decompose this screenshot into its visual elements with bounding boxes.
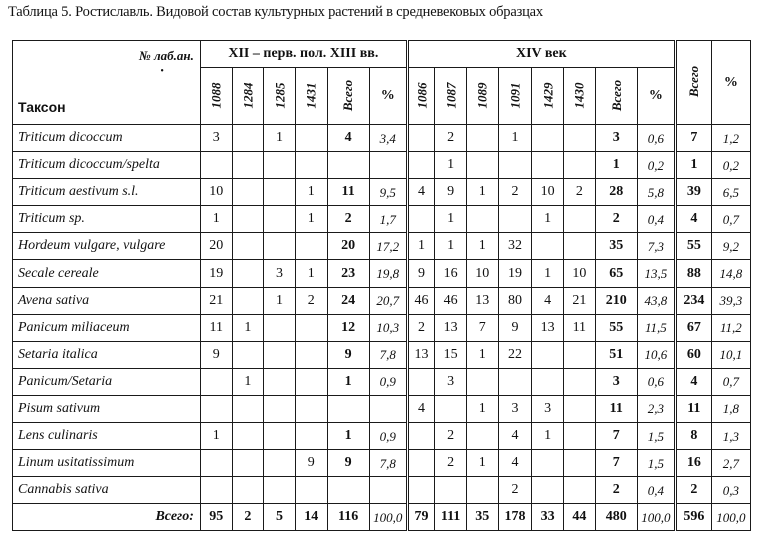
count-cell: 23 xyxy=(327,260,369,287)
count-cell xyxy=(264,395,296,422)
count-cell: 21 xyxy=(200,287,232,314)
count-cell: 11 xyxy=(595,395,637,422)
pct-cell xyxy=(369,395,407,422)
column-header-sample: 1087 xyxy=(435,68,467,125)
count-cell xyxy=(435,395,467,422)
table-row xyxy=(13,206,751,233)
count-cell: 13 xyxy=(532,314,564,341)
pct-cell: 3,4 xyxy=(369,125,407,152)
grand-pct-cell: 1,8 xyxy=(711,395,750,422)
count-cell: 13 xyxy=(466,287,498,314)
count-cell: 1 xyxy=(595,152,637,179)
grand-total-cell: 2 xyxy=(675,477,711,504)
count-cell xyxy=(407,368,434,395)
column-header-sample: 1431 xyxy=(295,68,327,125)
total-cell: 5 xyxy=(264,504,296,531)
count-cell xyxy=(295,423,327,450)
count-cell: 80 xyxy=(498,287,532,314)
count-cell: 2 xyxy=(407,314,434,341)
header-dot: • xyxy=(160,66,164,77)
total-cell: 14 xyxy=(295,504,327,531)
grand-total-cell: 234 xyxy=(675,287,711,314)
table-row xyxy=(13,341,751,368)
count-cell xyxy=(295,368,327,395)
grand-total-cell: 1 xyxy=(675,152,711,179)
count-cell: 1 xyxy=(327,368,369,395)
count-cell xyxy=(466,477,498,504)
grand-pct-cell: 11,2 xyxy=(711,314,750,341)
grand-pct-cell: 0,7 xyxy=(711,368,750,395)
count-cell xyxy=(200,395,232,422)
taxon-name: Triticum aestivum s.l. xyxy=(13,179,201,206)
count-cell: 46 xyxy=(435,287,467,314)
taxon-name: Avena sativa xyxy=(13,287,201,314)
count-cell xyxy=(295,341,327,368)
count-cell: 15 xyxy=(435,341,467,368)
count-cell xyxy=(407,152,434,179)
count-cell: 11 xyxy=(563,314,595,341)
count-cell: 1 xyxy=(466,341,498,368)
count-cell xyxy=(532,125,564,152)
taxon-name: Lens culinaris xyxy=(13,423,201,450)
taxon-name: Triticum sp. xyxy=(13,206,201,233)
count-cell: 2 xyxy=(595,206,637,233)
table-row xyxy=(13,395,751,422)
count-cell: 9 xyxy=(435,179,467,206)
count-cell: 2 xyxy=(435,423,467,450)
count-cell xyxy=(264,341,296,368)
taxon-name: Linum usitatissimum xyxy=(13,450,201,477)
count-cell xyxy=(563,423,595,450)
count-cell xyxy=(295,152,327,179)
pct-cell: 7,8 xyxy=(369,450,407,477)
pct-cell: 5,8 xyxy=(637,179,675,206)
pct-cell xyxy=(369,152,407,179)
taxon-name: Pisum sativum xyxy=(13,395,201,422)
total-cell: 111 xyxy=(435,504,467,531)
total-cell: 100,0 xyxy=(369,504,407,531)
count-cell xyxy=(563,395,595,422)
grand-total-cell: 4 xyxy=(675,368,711,395)
count-cell xyxy=(407,450,434,477)
total-cell: 178 xyxy=(498,504,532,531)
pct-cell: 0,2 xyxy=(637,152,675,179)
pct-cell: 20,7 xyxy=(369,287,407,314)
total-cell: 2 xyxy=(232,504,264,531)
count-cell: 3 xyxy=(595,125,637,152)
table-row xyxy=(13,260,751,287)
pct-cell: 10,3 xyxy=(369,314,407,341)
count-cell: 10 xyxy=(563,260,595,287)
table-row xyxy=(13,423,751,450)
count-cell xyxy=(532,233,564,260)
count-cell xyxy=(295,125,327,152)
count-cell xyxy=(563,206,595,233)
count-cell: 2 xyxy=(498,179,532,206)
count-cell xyxy=(295,233,327,260)
count-cell: 2 xyxy=(435,450,467,477)
pct-cell: 1,5 xyxy=(637,450,675,477)
pct-cell: 7,3 xyxy=(637,233,675,260)
column-header-sample: 1429 xyxy=(532,68,564,125)
count-cell xyxy=(327,152,369,179)
count-cell xyxy=(532,152,564,179)
table-row xyxy=(13,450,751,477)
taxon-name: Setaria italica xyxy=(13,341,201,368)
count-cell: 7 xyxy=(595,423,637,450)
pct-cell: 1,5 xyxy=(637,423,675,450)
count-cell: 1 xyxy=(498,125,532,152)
count-cell xyxy=(407,477,434,504)
grand-pct-cell: 1,3 xyxy=(711,423,750,450)
column-header-sample: 1284 xyxy=(232,68,264,125)
table-row xyxy=(13,287,751,314)
table-row xyxy=(13,125,751,152)
count-cell xyxy=(407,125,434,152)
count-cell: 1 xyxy=(264,125,296,152)
count-cell: 4 xyxy=(498,450,532,477)
count-cell xyxy=(232,395,264,422)
count-cell xyxy=(232,287,264,314)
count-cell: 2 xyxy=(498,477,532,504)
column-header-sample: Всего xyxy=(595,68,637,125)
pct-cell: 19,8 xyxy=(369,260,407,287)
column-header-sample: 1089 xyxy=(466,68,498,125)
count-cell xyxy=(232,341,264,368)
count-cell xyxy=(264,477,296,504)
count-cell xyxy=(563,368,595,395)
grand-total-cell: 7 xyxy=(675,125,711,152)
count-cell: 1 xyxy=(435,152,467,179)
pct-cell xyxy=(369,477,407,504)
pct-cell: 0,4 xyxy=(637,206,675,233)
total-cell: 44 xyxy=(563,504,595,531)
count-cell: 1 xyxy=(532,260,564,287)
table-caption: Таблица 5. Ростиславль. Видовой состав культурных растений в средневековых образцах xyxy=(8,4,543,20)
count-cell: 3 xyxy=(595,368,637,395)
grand-total-cell: 16 xyxy=(675,450,711,477)
count-cell xyxy=(532,341,564,368)
count-cell: 3 xyxy=(200,125,232,152)
table-row xyxy=(13,179,751,206)
count-cell xyxy=(327,395,369,422)
count-cell: 4 xyxy=(407,179,434,206)
count-cell: 13 xyxy=(407,341,434,368)
count-cell: 4 xyxy=(407,395,434,422)
count-cell: 1 xyxy=(295,206,327,233)
total-cell: 100,0 xyxy=(637,504,675,531)
column-header-pct: % xyxy=(637,68,675,125)
grand-pct-cell: 14,8 xyxy=(711,260,750,287)
count-cell: 1 xyxy=(466,450,498,477)
pct-cell: 0,9 xyxy=(369,368,407,395)
count-cell: 32 xyxy=(498,233,532,260)
table-row xyxy=(13,477,751,504)
count-cell xyxy=(563,450,595,477)
count-cell xyxy=(232,152,264,179)
count-cell: 1 xyxy=(327,423,369,450)
grand-pct-cell: 2,7 xyxy=(711,450,750,477)
count-cell: 9 xyxy=(327,450,369,477)
column-header-sample: 1088 xyxy=(200,68,232,125)
count-cell: 55 xyxy=(595,314,637,341)
count-cell: 1 xyxy=(295,260,327,287)
count-cell: 11 xyxy=(327,179,369,206)
count-cell: 65 xyxy=(595,260,637,287)
count-cell xyxy=(407,423,434,450)
count-cell: 2 xyxy=(595,477,637,504)
count-cell: 16 xyxy=(435,260,467,287)
taxon-name: Panicum miliaceum xyxy=(13,314,201,341)
count-cell xyxy=(563,152,595,179)
count-cell xyxy=(264,423,296,450)
count-cell xyxy=(264,233,296,260)
count-cell xyxy=(264,206,296,233)
pct-cell: 13,5 xyxy=(637,260,675,287)
count-cell: 3 xyxy=(435,368,467,395)
grand-pct-cell: 6,5 xyxy=(711,179,750,206)
count-cell xyxy=(232,233,264,260)
count-cell xyxy=(466,152,498,179)
count-cell xyxy=(435,477,467,504)
count-cell: 2 xyxy=(563,179,595,206)
count-cell xyxy=(466,206,498,233)
grand-pct-cell: 10,1 xyxy=(711,341,750,368)
count-cell: 3 xyxy=(532,395,564,422)
table-row xyxy=(13,233,751,260)
count-cell: 3 xyxy=(498,395,532,422)
grand-pct-header: % xyxy=(711,41,750,125)
count-cell xyxy=(466,368,498,395)
group-header-14c: XIV век xyxy=(407,41,675,68)
count-cell xyxy=(232,477,264,504)
count-cell: 210 xyxy=(595,287,637,314)
count-cell xyxy=(295,477,327,504)
count-cell: 21 xyxy=(563,287,595,314)
count-cell xyxy=(200,368,232,395)
count-cell: 10 xyxy=(466,260,498,287)
pct-cell: 0,4 xyxy=(637,477,675,504)
grand-pct-cell: 1,2 xyxy=(711,125,750,152)
count-cell: 7 xyxy=(595,450,637,477)
count-cell xyxy=(532,477,564,504)
count-cell: 19 xyxy=(498,260,532,287)
count-cell xyxy=(563,233,595,260)
count-cell: 1 xyxy=(532,206,564,233)
pct-cell: 11,5 xyxy=(637,314,675,341)
count-cell xyxy=(295,395,327,422)
total-cell: 95 xyxy=(200,504,232,531)
count-cell: 1 xyxy=(466,395,498,422)
grand-total-cell: 60 xyxy=(675,341,711,368)
count-cell xyxy=(466,423,498,450)
grand-total-cell: 88 xyxy=(675,260,711,287)
count-cell: 1 xyxy=(466,179,498,206)
count-cell xyxy=(264,450,296,477)
count-cell: 20 xyxy=(327,233,369,260)
taxon-name: Triticum dicoccum xyxy=(13,125,201,152)
grand-pct-cell: 0,7 xyxy=(711,206,750,233)
pct-cell: 0,6 xyxy=(637,125,675,152)
total-cell: 35 xyxy=(466,504,498,531)
count-cell: 1 xyxy=(407,233,434,260)
taxon-name: Panicum/Setaria xyxy=(13,368,201,395)
group-header-12-13c: XII – перв. пол. XIII вв. xyxy=(200,41,407,68)
count-cell xyxy=(295,314,327,341)
count-cell: 9 xyxy=(327,341,369,368)
count-cell: 7 xyxy=(466,314,498,341)
count-cell xyxy=(466,125,498,152)
count-cell xyxy=(407,206,434,233)
table-row xyxy=(13,368,751,395)
count-cell: 22 xyxy=(498,341,532,368)
grand-total-cell: 8 xyxy=(675,423,711,450)
pct-cell: 9,5 xyxy=(369,179,407,206)
count-cell: 2 xyxy=(435,125,467,152)
lab-number-label: № лаб.ан. xyxy=(138,48,194,63)
pct-cell: 17,2 xyxy=(369,233,407,260)
count-cell: 1 xyxy=(200,423,232,450)
count-cell: 10 xyxy=(200,179,232,206)
count-cell xyxy=(563,341,595,368)
count-cell xyxy=(532,450,564,477)
count-cell xyxy=(232,423,264,450)
count-cell xyxy=(264,314,296,341)
count-cell: 1 xyxy=(435,233,467,260)
count-cell xyxy=(232,450,264,477)
taxon-name: Hordeum vulgare, vulgare xyxy=(13,233,201,260)
count-cell xyxy=(264,152,296,179)
count-cell xyxy=(264,368,296,395)
grand-total-cell: 55 xyxy=(675,233,711,260)
count-cell: 10 xyxy=(532,179,564,206)
count-cell: 4 xyxy=(532,287,564,314)
count-cell: 20 xyxy=(200,233,232,260)
count-cell: 46 xyxy=(407,287,434,314)
grand-pct-cell: 39,3 xyxy=(711,287,750,314)
count-cell: 1 xyxy=(295,179,327,206)
column-header-pct: % xyxy=(369,68,407,125)
grand-pct-cell: 9,2 xyxy=(711,233,750,260)
count-cell: 11 xyxy=(200,314,232,341)
total-cell: 480 xyxy=(595,504,637,531)
pct-cell: 10,6 xyxy=(637,341,675,368)
grand-pct-cell: 100,0 xyxy=(711,504,750,531)
count-cell xyxy=(264,179,296,206)
pct-cell: 7,8 xyxy=(369,341,407,368)
count-cell xyxy=(200,152,232,179)
column-header-sample: Всего xyxy=(327,68,369,125)
taxon-name: Secale cereale xyxy=(13,260,201,287)
count-cell: 13 xyxy=(435,314,467,341)
count-cell xyxy=(232,260,264,287)
grand-total-cell: 39 xyxy=(675,179,711,206)
count-cell: 12 xyxy=(327,314,369,341)
total-cell: 116 xyxy=(327,504,369,531)
count-cell: 4 xyxy=(498,423,532,450)
total-cell: 79 xyxy=(407,504,434,531)
count-cell: 2 xyxy=(295,287,327,314)
count-cell xyxy=(232,125,264,152)
count-cell: 1 xyxy=(466,233,498,260)
count-cell: 9 xyxy=(200,341,232,368)
count-cell: 2 xyxy=(327,206,369,233)
grand-total-cell: 67 xyxy=(675,314,711,341)
count-cell xyxy=(200,477,232,504)
count-cell: 1 xyxy=(264,287,296,314)
pct-cell: 0,6 xyxy=(637,368,675,395)
count-cell xyxy=(232,206,264,233)
count-cell xyxy=(327,477,369,504)
count-cell: 1 xyxy=(232,368,264,395)
pct-cell: 2,3 xyxy=(637,395,675,422)
grand-pct-cell: 0,3 xyxy=(711,477,750,504)
count-cell: 28 xyxy=(595,179,637,206)
count-cell xyxy=(563,125,595,152)
grand-total-cell: 596 xyxy=(675,504,711,531)
table-row xyxy=(13,152,751,179)
count-cell: 3 xyxy=(264,260,296,287)
column-header-sample: 1285 xyxy=(264,68,296,125)
table-row xyxy=(13,314,751,341)
totals-row xyxy=(13,504,751,531)
pct-cell: 1,7 xyxy=(369,206,407,233)
taxon-header-cell xyxy=(13,41,201,125)
column-header-sample: 1430 xyxy=(563,68,595,125)
grand-total-cell: 11 xyxy=(675,395,711,422)
taxon-name: Cannabis sativa xyxy=(13,477,201,504)
count-cell: 24 xyxy=(327,287,369,314)
count-cell: 9 xyxy=(407,260,434,287)
taxon-label: Таксон xyxy=(18,99,66,115)
pct-cell: 43,8 xyxy=(637,287,675,314)
taxon-name: Triticum dicoccum/spelta xyxy=(13,152,201,179)
count-cell xyxy=(563,477,595,504)
count-cell: 51 xyxy=(595,341,637,368)
count-cell: 4 xyxy=(327,125,369,152)
totals-label: Всего: xyxy=(13,504,201,531)
column-header-sample: 1091 xyxy=(498,68,532,125)
count-cell: 1 xyxy=(435,206,467,233)
count-cell: 19 xyxy=(200,260,232,287)
column-header-sample: 1086 xyxy=(407,68,434,125)
grand-total-cell: 4 xyxy=(675,206,711,233)
count-cell: 1 xyxy=(532,423,564,450)
count-cell: 1 xyxy=(232,314,264,341)
crop-species-table xyxy=(12,40,751,531)
count-cell: 35 xyxy=(595,233,637,260)
table-body xyxy=(13,125,751,531)
count-cell: 9 xyxy=(498,314,532,341)
total-cell: 33 xyxy=(532,504,564,531)
count-cell xyxy=(232,179,264,206)
grand-pct-cell: 0,2 xyxy=(711,152,750,179)
count-cell xyxy=(532,368,564,395)
count-cell xyxy=(498,206,532,233)
grand-total-header: Всего xyxy=(675,41,711,125)
count-cell xyxy=(200,450,232,477)
pct-cell: 0,9 xyxy=(369,423,407,450)
count-cell: 1 xyxy=(200,206,232,233)
count-cell xyxy=(498,368,532,395)
count-cell xyxy=(498,152,532,179)
count-cell: 9 xyxy=(295,450,327,477)
